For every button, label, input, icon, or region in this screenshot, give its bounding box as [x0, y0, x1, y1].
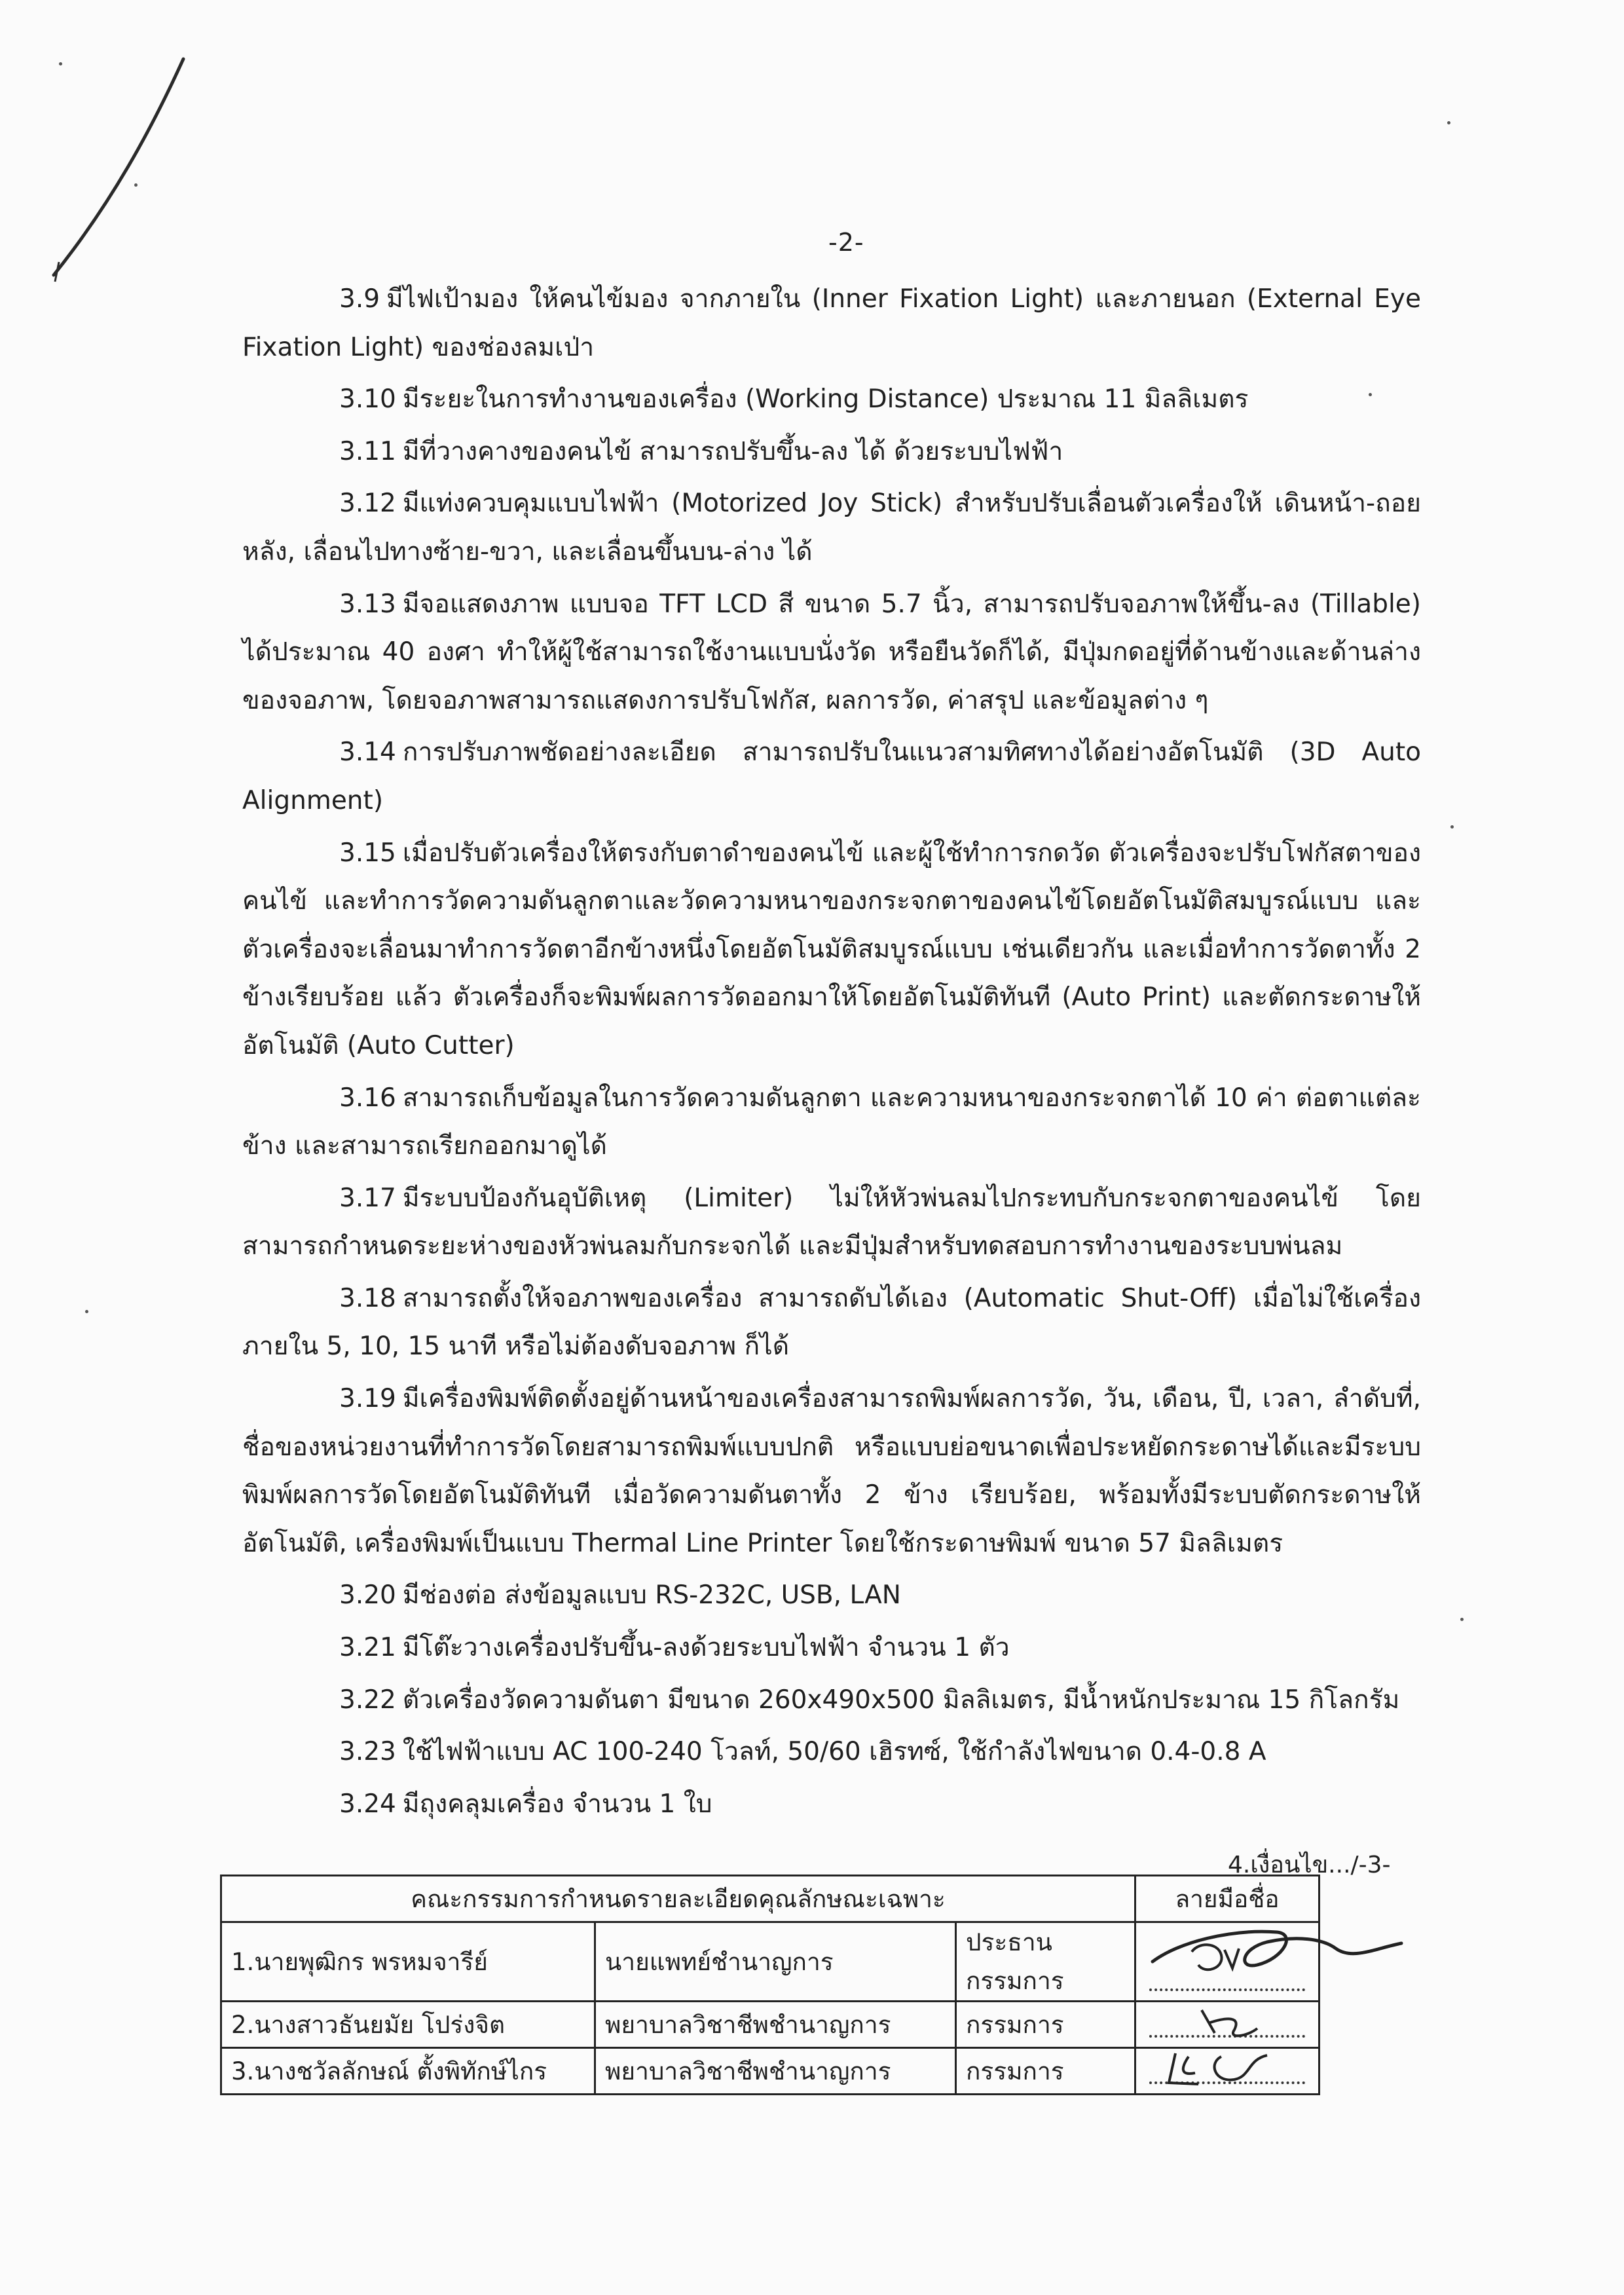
- member-name: 2.นางสาวธันยมัย โปร่งจิต: [221, 2002, 595, 2048]
- member-role: กรรมการ: [956, 2002, 1135, 2048]
- scan-speck: [134, 183, 138, 187]
- pen-stroke-mark: [39, 52, 210, 301]
- scan-speck: [85, 1310, 88, 1313]
- spec-item-3-16: 3.16 สามารถเก็บข้อมูลในการวัดความดันลูกตา และความหนาของกระจกตาได้ 10 ค่า ต่อตาแต่ละข้าง และสามารถเรียกออกมาดูได้: [242, 1083, 1421, 1161]
- member-role: ประธานกรรมการ: [956, 1922, 1135, 2002]
- handwritten-signature: [1136, 2043, 1300, 2096]
- member-name: 1.นายพุฒิกร พรหมจารีย์: [221, 1922, 595, 2002]
- scan-speck: [1450, 825, 1454, 829]
- scan-speck: [1447, 121, 1450, 124]
- spec-item-3-22: 3.22 ตัวเครื่องวัดความดันตา มีขนาด 260x490x500 มิลลิเมตร, มีน้ำหนักประมาณ 15 กิโลกรัม: [339, 1685, 1400, 1715]
- member-position: พยาบาลวิชาชีพชำนาญการ: [595, 2002, 956, 2048]
- spec-item-3-20: 3.20 มีช่องต่อ ส่งข้อมูลแบบ RS-232C, USB, LAN: [339, 1580, 901, 1611]
- signature-column-header: ลายมือชื่อ: [1135, 1876, 1320, 1922]
- spec-item-3-18: 3.18 สามารถตั้งให้จอภาพของเครื่อง สามารถดับได้เอง (Automatic Shut-Off) เมื่อไม่ใช้เครื่องภายใน 5, 10, 15 นาที หรือไม่ต้องดับจอภาพ ก็ได้: [242, 1283, 1421, 1362]
- next-page-reference: 4.เงื่อนไข.../-3-: [1228, 1852, 1391, 1878]
- spec-item-3-12: 3.12 มีแท่งควบคุมแบบไฟฟ้า (Motorized Joy Stick) สำหรับปรับเลื่อนตัวเครื่องให้ เดินหน้า-ถอยหลัง, เลื่อนไปทางซ้าย-ขวา, และเลื่อนขึ้นบน-ล่าง ได้: [242, 489, 1421, 567]
- member-role: กรรมการ: [956, 2048, 1135, 2095]
- committee-row: [221, 2002, 1320, 2048]
- spec-item-3-23: 3.23 ใช้ไฟฟ้าแบบ AC 100-240 โวลท์, 50/60 เฮิรทซ์, ใช้กำลังไฟขนาด 0.4-0.8 A: [339, 1737, 1266, 1767]
- member-position: นายแพทย์ชำนาญการ: [595, 1922, 956, 2002]
- scan-speck: [59, 62, 62, 65]
- page-number: -2-: [828, 228, 864, 257]
- spec-item-3-19: 3.19 มีเครื่องพิมพ์ติดตั้งอยู่ด้านหน้าของเครื่องสามารถพิมพ์ผลการวัด, วัน, เดือน, ปี, เวลา, ลำดับที่, ชื่อของหน่วยงานที่ทำการวัดโดยสามารถพิมพ์แบบปกติ หรือแบบย่อขนาดเพื่อประหยัดกระดาษได้และมีระบบพิมพ์ผลการวัดโดยอัตโนมัติทันที เมื่อวัดความดันตาทั้ง 2 ข้าง เรียบร้อย, พร้อมทั้งมีระบบตัดกระดาษให้อัตโนมัติ, เครื่องพิมพ์เป็นแบบ Thermal Line Printer โดยใช้กระดาษพิมพ์ ขนาด 57 มิลลิเมตร: [242, 1384, 1422, 1558]
- committee-row: [221, 2048, 1320, 2095]
- spec-item-3-24: 3.24 มีถุงคลุมเครื่อง จำนวน 1 ใบ: [339, 1789, 712, 1819]
- spec-item-3-17: 3.17 มีระบบป้องกันอุบัติเหตุ (Limiter) ไม่ให้หัวพ่นลมไปกระทบกับกระจกตาของคนไข้ โดยสามารถกำหนดระยะห่างของหัวพ่นลมกับกระจกได้ และมีปุ่มสำหรับทดสอบการทำงานของระบบพ่นลม: [242, 1183, 1421, 1261]
- spec-item-3-14: 3.14 การปรับภาพชัดอย่างละเอียด สามารถปรับในแนวสามทิศทางได้อย่างอัตโนมัติ (3D Auto Alignment): [242, 737, 1421, 815]
- signature-cell: [1135, 2002, 1320, 2048]
- committee-title: คณะกรรมการกำหนดรายละเอียดคุณลักษณะเฉพาะ: [221, 1876, 1135, 1922]
- member-position: พยาบาลวิชาชีพชำนาญการ: [595, 2048, 956, 2095]
- member-name: 3.นางชวัลลักษณ์ ตั้งพิทักษ์ไกร: [221, 2048, 595, 2095]
- spec-item-3-10: 3.10 มีระยะในการทำงานของเครื่อง (Working Distance) ประมาณ 11 มิลลิเมตร: [339, 384, 1249, 415]
- spec-list: [242, 275, 1421, 1832]
- signature-cell: [1135, 2048, 1320, 2095]
- spec-item-3-13: 3.13 มีจอแสดงภาพ แบบจอ TFT LCD สี ขนาด 5.7 นิ้ว, สามารถปรับจอภาพให้ขึ้น-ลง (Tillable) ได้ประมาณ 40 องศา ทำให้ผู้ใช้สามารถใช้งานแบบนั่งวัด หรือยืนวัดก็ได้, มีปุ่มกดอยู่ที่ด้านข้างและด้านล่างของจอภาพ, โดยจอภาพสามารถแสดงการปรับโฟกัส, ผลการวัด, ค่าสรุป และข้อมูลต่าง ๆ: [242, 589, 1421, 715]
- spec-item-3-9: 3.9 มีไฟเป้ามอง ให้คนไข้มอง จากภายใน (Inner Fixation Light) และภายนอก (External Eye Fixation Light) ของช่องลมเป่า: [242, 284, 1421, 362]
- spec-item-3-21: 3.21 มีโต๊ะวางเครื่องปรับขึ้น-ลงด้วยระบบไฟฟ้า จำนวน 1 ตัว: [339, 1633, 1010, 1663]
- spec-item-3-11: 3.11 มีที่วางคางของคนไข้ สามารถปรับขึ้น-ลง ได้ ด้วยระบบไฟฟ้า: [339, 436, 1063, 466]
- scan-speck: [1460, 1618, 1464, 1621]
- chairman-signature: [1126, 1903, 1414, 2007]
- spec-item-3-15: 3.15 เมื่อปรับตัวเครื่องให้ตรงกับตาดำของคนไข้ และผู้ใช้ทำการกดวัด ตัวเครื่องจะปรับโฟกัสตาของคนไข้ และทำการวัดความดันลูกตาและวัดความหนาของกระจกตาของคนไข้โดยอัตโนมัติสมบูรณ์แบบ และตัวเครื่องจะเลื่อนมาทำการวัดตาอีกข้างหนึ่งโดยอัตโนมัติสมบูรณ์แบบ เช่นเดียวกัน และเมื่อทำการวัดตาทั้ง 2 ข้างเรียบร้อย แล้ว ตัวเครื่องก็จะพิมพ์ผลการวัดออกมาให้โดยอัตโนมัติทันที (Auto Print) และตัดกระดาษให้อัตโนมัติ (Auto Cutter): [242, 838, 1421, 1060]
